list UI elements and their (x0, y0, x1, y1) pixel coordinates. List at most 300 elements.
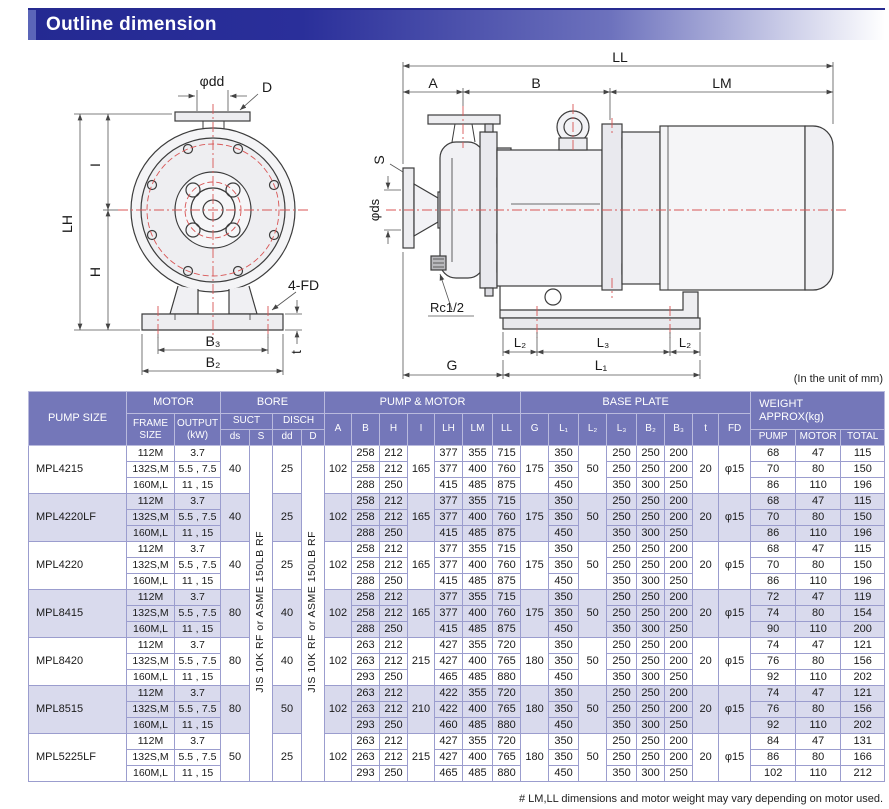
dim-lh-cell: 427 (435, 750, 463, 766)
dim-b-cell: 258 (352, 606, 380, 622)
dim-label-l2-right: L₂ (678, 335, 692, 350)
weight-motor-cell: 80 (796, 510, 841, 526)
dim-b-cell: 258 (352, 494, 380, 510)
weight-total-cell: 121 (841, 638, 885, 654)
weight-pump-cell: 86 (751, 526, 796, 542)
weight-total-cell: 150 (841, 510, 885, 526)
dim-label-ll: LL (612, 49, 628, 65)
header-ll: LL (493, 414, 521, 446)
weight-pump-cell: 70 (751, 558, 796, 574)
dim-l3-cell: 350 (607, 766, 637, 782)
unit-note: (In the unit of mm) (793, 373, 883, 385)
suct-ds-cell: 80 (221, 590, 250, 638)
pump-size-cell: MPL8415 (29, 590, 127, 638)
dim-ll-cell: 875 (493, 574, 521, 590)
weight-motor-cell: 80 (796, 462, 841, 478)
frame-size-cell: 132S,M (127, 750, 175, 766)
dim-g-cell: 180 (521, 638, 549, 686)
dim-b3-cell: 200 (665, 462, 693, 478)
output-cell: 3.7 (175, 734, 221, 750)
dim-l1-cell: 350 (549, 750, 579, 766)
weight-pump-cell: 68 (751, 446, 796, 462)
dim-lh-cell: 415 (435, 478, 463, 494)
disch-flange-spec-cell (302, 446, 325, 782)
dim-l3-cell: 250 (607, 606, 637, 622)
table-row (29, 670, 885, 686)
header-ds: ds (221, 430, 250, 446)
dim-lh-cell: 377 (435, 462, 463, 478)
suct-ds-cell: 80 (221, 686, 250, 734)
dim-b-cell: 288 (352, 526, 380, 542)
dim-b2-cell: 250 (637, 494, 665, 510)
dim-h-cell: 212 (380, 686, 408, 702)
dim-lh-cell: 415 (435, 526, 463, 542)
dim-b2-cell: 250 (637, 638, 665, 654)
dim-g-cell: 180 (521, 686, 549, 734)
dim-ll-cell: 875 (493, 526, 521, 542)
weight-motor-cell: 47 (796, 542, 841, 558)
table-row (29, 446, 885, 462)
dim-a-cell: 102 (325, 686, 352, 734)
dim-l1-cell: 450 (549, 574, 579, 590)
dim-g-cell: 175 (521, 494, 549, 542)
frame-size-cell: 132S,M (127, 510, 175, 526)
output-cell: 11 , 15 (175, 622, 221, 638)
dim-b3-cell: 200 (665, 702, 693, 718)
dim-i-cell: 210 (408, 686, 435, 734)
weight-total-cell: 196 (841, 526, 885, 542)
dim-l3-cell: 250 (607, 462, 637, 478)
frame-size-cell: 112M (127, 686, 175, 702)
weight-motor-cell: 110 (796, 574, 841, 590)
frame-size-cell: 160M,L (127, 526, 175, 542)
dim-b-cell: 258 (352, 558, 380, 574)
dim-l1-cell: 450 (549, 766, 579, 782)
weight-motor-cell: 110 (796, 526, 841, 542)
weight-motor-cell: 110 (796, 670, 841, 686)
table-row (29, 478, 885, 494)
dim-lm-cell: 400 (463, 702, 493, 718)
output-cell: 5.5 , 7.5 (175, 558, 221, 574)
table-row (29, 750, 885, 766)
dim-l3-cell: 350 (607, 478, 637, 494)
dim-l3-cell: 250 (607, 654, 637, 670)
dim-h-cell: 212 (380, 734, 408, 750)
dim-l3-cell: 250 (607, 446, 637, 462)
dim-label-4fd: 4-FD (288, 277, 320, 293)
dim-lm-cell: 355 (463, 734, 493, 750)
dim-l1-cell: 350 (549, 702, 579, 718)
dimension-table-body (29, 446, 885, 782)
dim-label-lm: LM (712, 75, 732, 91)
header-weight-line1: WEIGHT (759, 398, 804, 411)
frame-size-cell: 132S,M (127, 654, 175, 670)
dim-l2-cell: 50 (579, 734, 607, 782)
weight-motor-cell: 47 (796, 638, 841, 654)
dim-b3-cell: 200 (665, 558, 693, 574)
dim-ll-cell: 760 (493, 462, 521, 478)
dim-t-cell: 20 (693, 494, 719, 542)
header-h: H (380, 414, 408, 446)
dim-ll-cell: 760 (493, 606, 521, 622)
weight-total-cell: 150 (841, 558, 885, 574)
weight-pump-cell: 68 (751, 542, 796, 558)
dim-b2-cell: 250 (637, 702, 665, 718)
dim-b2-cell: 300 (637, 526, 665, 542)
weight-total-cell: 150 (841, 462, 885, 478)
frame-size-cell: 160M,L (127, 622, 175, 638)
dim-lm-cell: 355 (463, 638, 493, 654)
output-cell: 3.7 (175, 494, 221, 510)
suct-ds-cell: 40 (221, 494, 250, 542)
dim-h-cell: 212 (380, 510, 408, 526)
dim-l3-cell: 250 (607, 734, 637, 750)
dim-b3-cell: 200 (665, 606, 693, 622)
dim-b2-cell: 250 (637, 542, 665, 558)
weight-pump-cell: 86 (751, 574, 796, 590)
weight-total-cell: 115 (841, 494, 885, 510)
weight-total-cell: 202 (841, 670, 885, 686)
footnote: # LM,LL dimensions and motor weight may vary depending on motor used. (518, 793, 883, 805)
pump-size-cell: MPL8420 (29, 638, 127, 686)
dim-l2-cell: 50 (579, 686, 607, 734)
dim-b-cell: 293 (352, 766, 380, 782)
table-row (29, 734, 885, 750)
dim-ll-cell: 720 (493, 686, 521, 702)
table-row (29, 510, 885, 526)
dim-label-rc12: Rc1/2 (430, 300, 464, 315)
weight-motor-cell: 47 (796, 446, 841, 462)
header-l1: L₁ (549, 414, 579, 446)
output-cell: 5.5 , 7.5 (175, 654, 221, 670)
dim-h-cell: 212 (380, 542, 408, 558)
dim-b3-cell: 250 (665, 622, 693, 638)
dim-b2-cell: 300 (637, 670, 665, 686)
dim-t-cell: 20 (693, 734, 719, 782)
header-output (175, 414, 221, 446)
dim-b3-cell: 200 (665, 542, 693, 558)
pump-drawings-svg (0, 48, 889, 388)
weight-pump-cell: 72 (751, 590, 796, 606)
dim-lh-cell: 422 (435, 686, 463, 702)
weight-pump-cell: 74 (751, 606, 796, 622)
dim-b-cell: 263 (352, 734, 380, 750)
weight-motor-cell: 80 (796, 702, 841, 718)
dim-label-s: S (371, 155, 387, 165)
weight-total-cell: 212 (841, 766, 885, 782)
dim-b3-cell: 200 (665, 590, 693, 606)
dim-b2-cell: 300 (637, 718, 665, 734)
dim-l3-cell: 250 (607, 590, 637, 606)
dim-l3-cell: 350 (607, 526, 637, 542)
dim-a-cell: 102 (325, 446, 352, 494)
table-row (29, 462, 885, 478)
dim-i-cell: 165 (408, 446, 435, 494)
frame-size-cell: 112M (127, 638, 175, 654)
header-pump-size: PUMP SIZE (29, 392, 127, 446)
dim-b2-cell: 250 (637, 446, 665, 462)
dim-label-b: B (531, 75, 541, 91)
table-row (29, 686, 885, 702)
dim-b-cell: 293 (352, 670, 380, 686)
weight-pump-cell: 76 (751, 702, 796, 718)
weight-pump-cell: 70 (751, 462, 796, 478)
header-weight-motor: MOTOR (796, 430, 841, 446)
suct-ds-cell: 80 (221, 638, 250, 686)
suct-ds-cell: 40 (221, 542, 250, 590)
dim-ll-cell: 760 (493, 510, 521, 526)
dim-lh-cell: 415 (435, 622, 463, 638)
header-disch: DISCH (273, 414, 325, 430)
table-row (29, 494, 885, 510)
dim-g-cell: 175 (521, 542, 549, 590)
suct-flange-spec-cell (250, 446, 273, 782)
output-cell: 11 , 15 (175, 718, 221, 734)
dim-i-cell: 165 (408, 494, 435, 542)
weight-motor-cell: 47 (796, 734, 841, 750)
weight-motor-cell: 110 (796, 718, 841, 734)
dim-h-cell: 212 (380, 446, 408, 462)
weight-total-cell: 196 (841, 574, 885, 590)
dim-l1-cell: 450 (549, 478, 579, 494)
dim-b-cell: 263 (352, 654, 380, 670)
dim-fd-cell: φ15 (719, 542, 751, 590)
dim-b3-cell: 250 (665, 478, 693, 494)
table-row (29, 702, 885, 718)
frame-size-cell: 132S,M (127, 606, 175, 622)
dim-b3-cell: 250 (665, 526, 693, 542)
header-l3: L₃ (607, 414, 637, 446)
dim-l1-cell: 350 (549, 734, 579, 750)
dim-ll-cell: 715 (493, 542, 521, 558)
table-row (29, 622, 885, 638)
dim-l1-cell: 350 (549, 590, 579, 606)
table-row (29, 606, 885, 622)
dim-l1-cell: 350 (549, 638, 579, 654)
dim-b-cell: 263 (352, 638, 380, 654)
dim-lm-cell: 400 (463, 510, 493, 526)
dim-t-cell: 20 (693, 638, 719, 686)
dim-lh-cell: 465 (435, 766, 463, 782)
output-cell: 5.5 , 7.5 (175, 702, 221, 718)
dim-fd-cell: φ15 (719, 686, 751, 734)
header-s: S (250, 430, 273, 446)
dim-lm-cell: 485 (463, 574, 493, 590)
dim-t-cell: 20 (693, 590, 719, 638)
dim-lh-cell: 377 (435, 542, 463, 558)
dim-b-cell: 263 (352, 750, 380, 766)
weight-pump-cell: 92 (751, 670, 796, 686)
header-b: B (352, 414, 380, 446)
weight-motor-cell: 110 (796, 766, 841, 782)
header-output-line2: (kW) (186, 429, 209, 441)
dim-h-cell: 212 (380, 606, 408, 622)
header-lh: LH (435, 414, 463, 446)
dim-lm-cell: 485 (463, 622, 493, 638)
dim-lh-cell: 377 (435, 510, 463, 526)
weight-motor-cell: 80 (796, 750, 841, 766)
header-i: I (408, 414, 435, 446)
dim-l2-cell: 50 (579, 542, 607, 590)
dim-lm-cell: 355 (463, 542, 493, 558)
dim-b-cell: 288 (352, 622, 380, 638)
header-g: G (521, 414, 549, 446)
dim-b2-cell: 250 (637, 606, 665, 622)
output-cell: 11 , 15 (175, 766, 221, 782)
weight-pump-cell: 76 (751, 654, 796, 670)
dim-g-cell: 175 (521, 446, 549, 494)
dim-b2-cell: 250 (637, 734, 665, 750)
weight-pump-cell: 74 (751, 638, 796, 654)
weight-total-cell: 156 (841, 654, 885, 670)
suct-ds-cell: 50 (221, 734, 250, 782)
dim-b2-cell: 300 (637, 622, 665, 638)
dim-ll-cell: 715 (493, 590, 521, 606)
dim-t-cell: 20 (693, 686, 719, 734)
dim-lh-cell: 377 (435, 558, 463, 574)
weight-total-cell: 115 (841, 542, 885, 558)
weight-total-cell: 196 (841, 478, 885, 494)
pump-size-cell: MPL4220 (29, 542, 127, 590)
dim-b-cell: 293 (352, 718, 380, 734)
weight-pump-cell: 86 (751, 478, 796, 494)
header-weight-total: TOTAL (841, 430, 885, 446)
dim-label-d: D (262, 79, 273, 95)
frame-size-cell: 160M,L (127, 718, 175, 734)
dim-ll-cell: 875 (493, 622, 521, 638)
dim-i-cell: 215 (408, 638, 435, 686)
header-group-pump-motor: PUMP & MOTOR (325, 392, 521, 414)
header-group-bore: BORE (221, 392, 325, 414)
dim-l1-cell: 350 (549, 446, 579, 462)
dim-label-h: H (87, 266, 103, 278)
dim-ll-cell: 715 (493, 446, 521, 462)
frame-size-cell: 132S,M (127, 702, 175, 718)
title-accent-square (28, 10, 36, 40)
dim-b2-cell: 300 (637, 478, 665, 494)
dim-lm-cell: 400 (463, 558, 493, 574)
header-b3: B₃ (665, 414, 693, 446)
table-row (29, 526, 885, 542)
dim-h-cell: 250 (380, 526, 408, 542)
dim-fd-cell: φ15 (719, 590, 751, 638)
dim-i-cell: 215 (408, 734, 435, 782)
weight-motor-cell: 80 (796, 606, 841, 622)
dim-ll-cell: 765 (493, 654, 521, 670)
dim-l3-cell: 350 (607, 574, 637, 590)
dim-lm-cell: 485 (463, 526, 493, 542)
dim-a-cell: 102 (325, 542, 352, 590)
output-cell: 5.5 , 7.5 (175, 750, 221, 766)
table-row (29, 590, 885, 606)
weight-pump-cell: 90 (751, 622, 796, 638)
table-row (29, 542, 885, 558)
weight-motor-cell: 80 (796, 654, 841, 670)
frame-size-cell: 160M,L (127, 478, 175, 494)
dim-b2-cell: 300 (637, 574, 665, 590)
weight-pump-cell: 70 (751, 510, 796, 526)
dim-l3-cell: 250 (607, 558, 637, 574)
disch-dd-cell: 50 (273, 686, 302, 734)
table-row (29, 574, 885, 590)
frame-size-cell: 112M (127, 446, 175, 462)
page-title: Outline dimension (46, 14, 217, 35)
table-row (29, 638, 885, 654)
dim-h-cell: 212 (380, 494, 408, 510)
dim-b2-cell: 250 (637, 590, 665, 606)
header-suct: SUCT (221, 414, 273, 430)
dim-ll-cell: 880 (493, 766, 521, 782)
weight-total-cell: 166 (841, 750, 885, 766)
dim-b-cell: 288 (352, 574, 380, 590)
dim-label-l3: L₃ (596, 335, 610, 350)
frame-size-cell: 112M (127, 494, 175, 510)
dim-h-cell: 212 (380, 558, 408, 574)
pump-size-cell: MPL5225LF (29, 734, 127, 782)
dim-fd-cell: φ15 (719, 734, 751, 782)
table-row (29, 654, 885, 670)
output-cell: 5.5 , 7.5 (175, 462, 221, 478)
output-cell: 11 , 15 (175, 574, 221, 590)
dim-a-cell: 102 (325, 734, 352, 782)
output-cell: 3.7 (175, 542, 221, 558)
header-l2: L₂ (579, 414, 607, 446)
dim-i-cell: 165 (408, 542, 435, 590)
frame-size-cell: 112M (127, 542, 175, 558)
weight-total-cell: 156 (841, 702, 885, 718)
dim-lh-cell: 377 (435, 446, 463, 462)
header-weight-pump: PUMP (751, 430, 796, 446)
header-dd: dd (273, 430, 302, 446)
dim-l1-cell: 350 (549, 542, 579, 558)
dim-l1-cell: 350 (549, 606, 579, 622)
dim-label-b2: B₂ (205, 354, 221, 370)
header-frame-size (127, 414, 175, 446)
weight-pump-cell: 84 (751, 734, 796, 750)
dim-b-cell: 263 (352, 702, 380, 718)
dim-lm-cell: 400 (463, 750, 493, 766)
dim-lh-cell: 465 (435, 670, 463, 686)
weight-motor-cell: 110 (796, 478, 841, 494)
dim-label-lh: LH (59, 215, 75, 233)
weight-pump-cell: 102 (751, 766, 796, 782)
dim-ll-cell: 720 (493, 734, 521, 750)
dim-label-b3: B₃ (205, 333, 221, 349)
dim-lm-cell: 400 (463, 462, 493, 478)
dim-lh-cell: 377 (435, 590, 463, 606)
frame-size-cell: 160M,L (127, 574, 175, 590)
dim-fd-cell: φ15 (719, 638, 751, 686)
weight-motor-cell: 47 (796, 686, 841, 702)
dim-b-cell: 263 (352, 686, 380, 702)
dim-l3-cell: 250 (607, 702, 637, 718)
dim-b3-cell: 250 (665, 670, 693, 686)
dim-t-cell: 20 (693, 542, 719, 590)
dim-b2-cell: 250 (637, 462, 665, 478)
weight-total-cell: 119 (841, 590, 885, 606)
pump-size-cell: MPL4215 (29, 446, 127, 494)
outline-drawings (0, 48, 889, 388)
dim-l1-cell: 450 (549, 718, 579, 734)
dim-lm-cell: 400 (463, 606, 493, 622)
dim-fd-cell: φ15 (719, 494, 751, 542)
dim-b2-cell: 250 (637, 654, 665, 670)
weight-total-cell: 115 (841, 446, 885, 462)
header-output-line1: OUTPUT (176, 418, 219, 430)
frame-size-cell: 132S,M (127, 462, 175, 478)
disch-dd-cell: 25 (273, 734, 302, 782)
dim-ll-cell: 765 (493, 750, 521, 766)
